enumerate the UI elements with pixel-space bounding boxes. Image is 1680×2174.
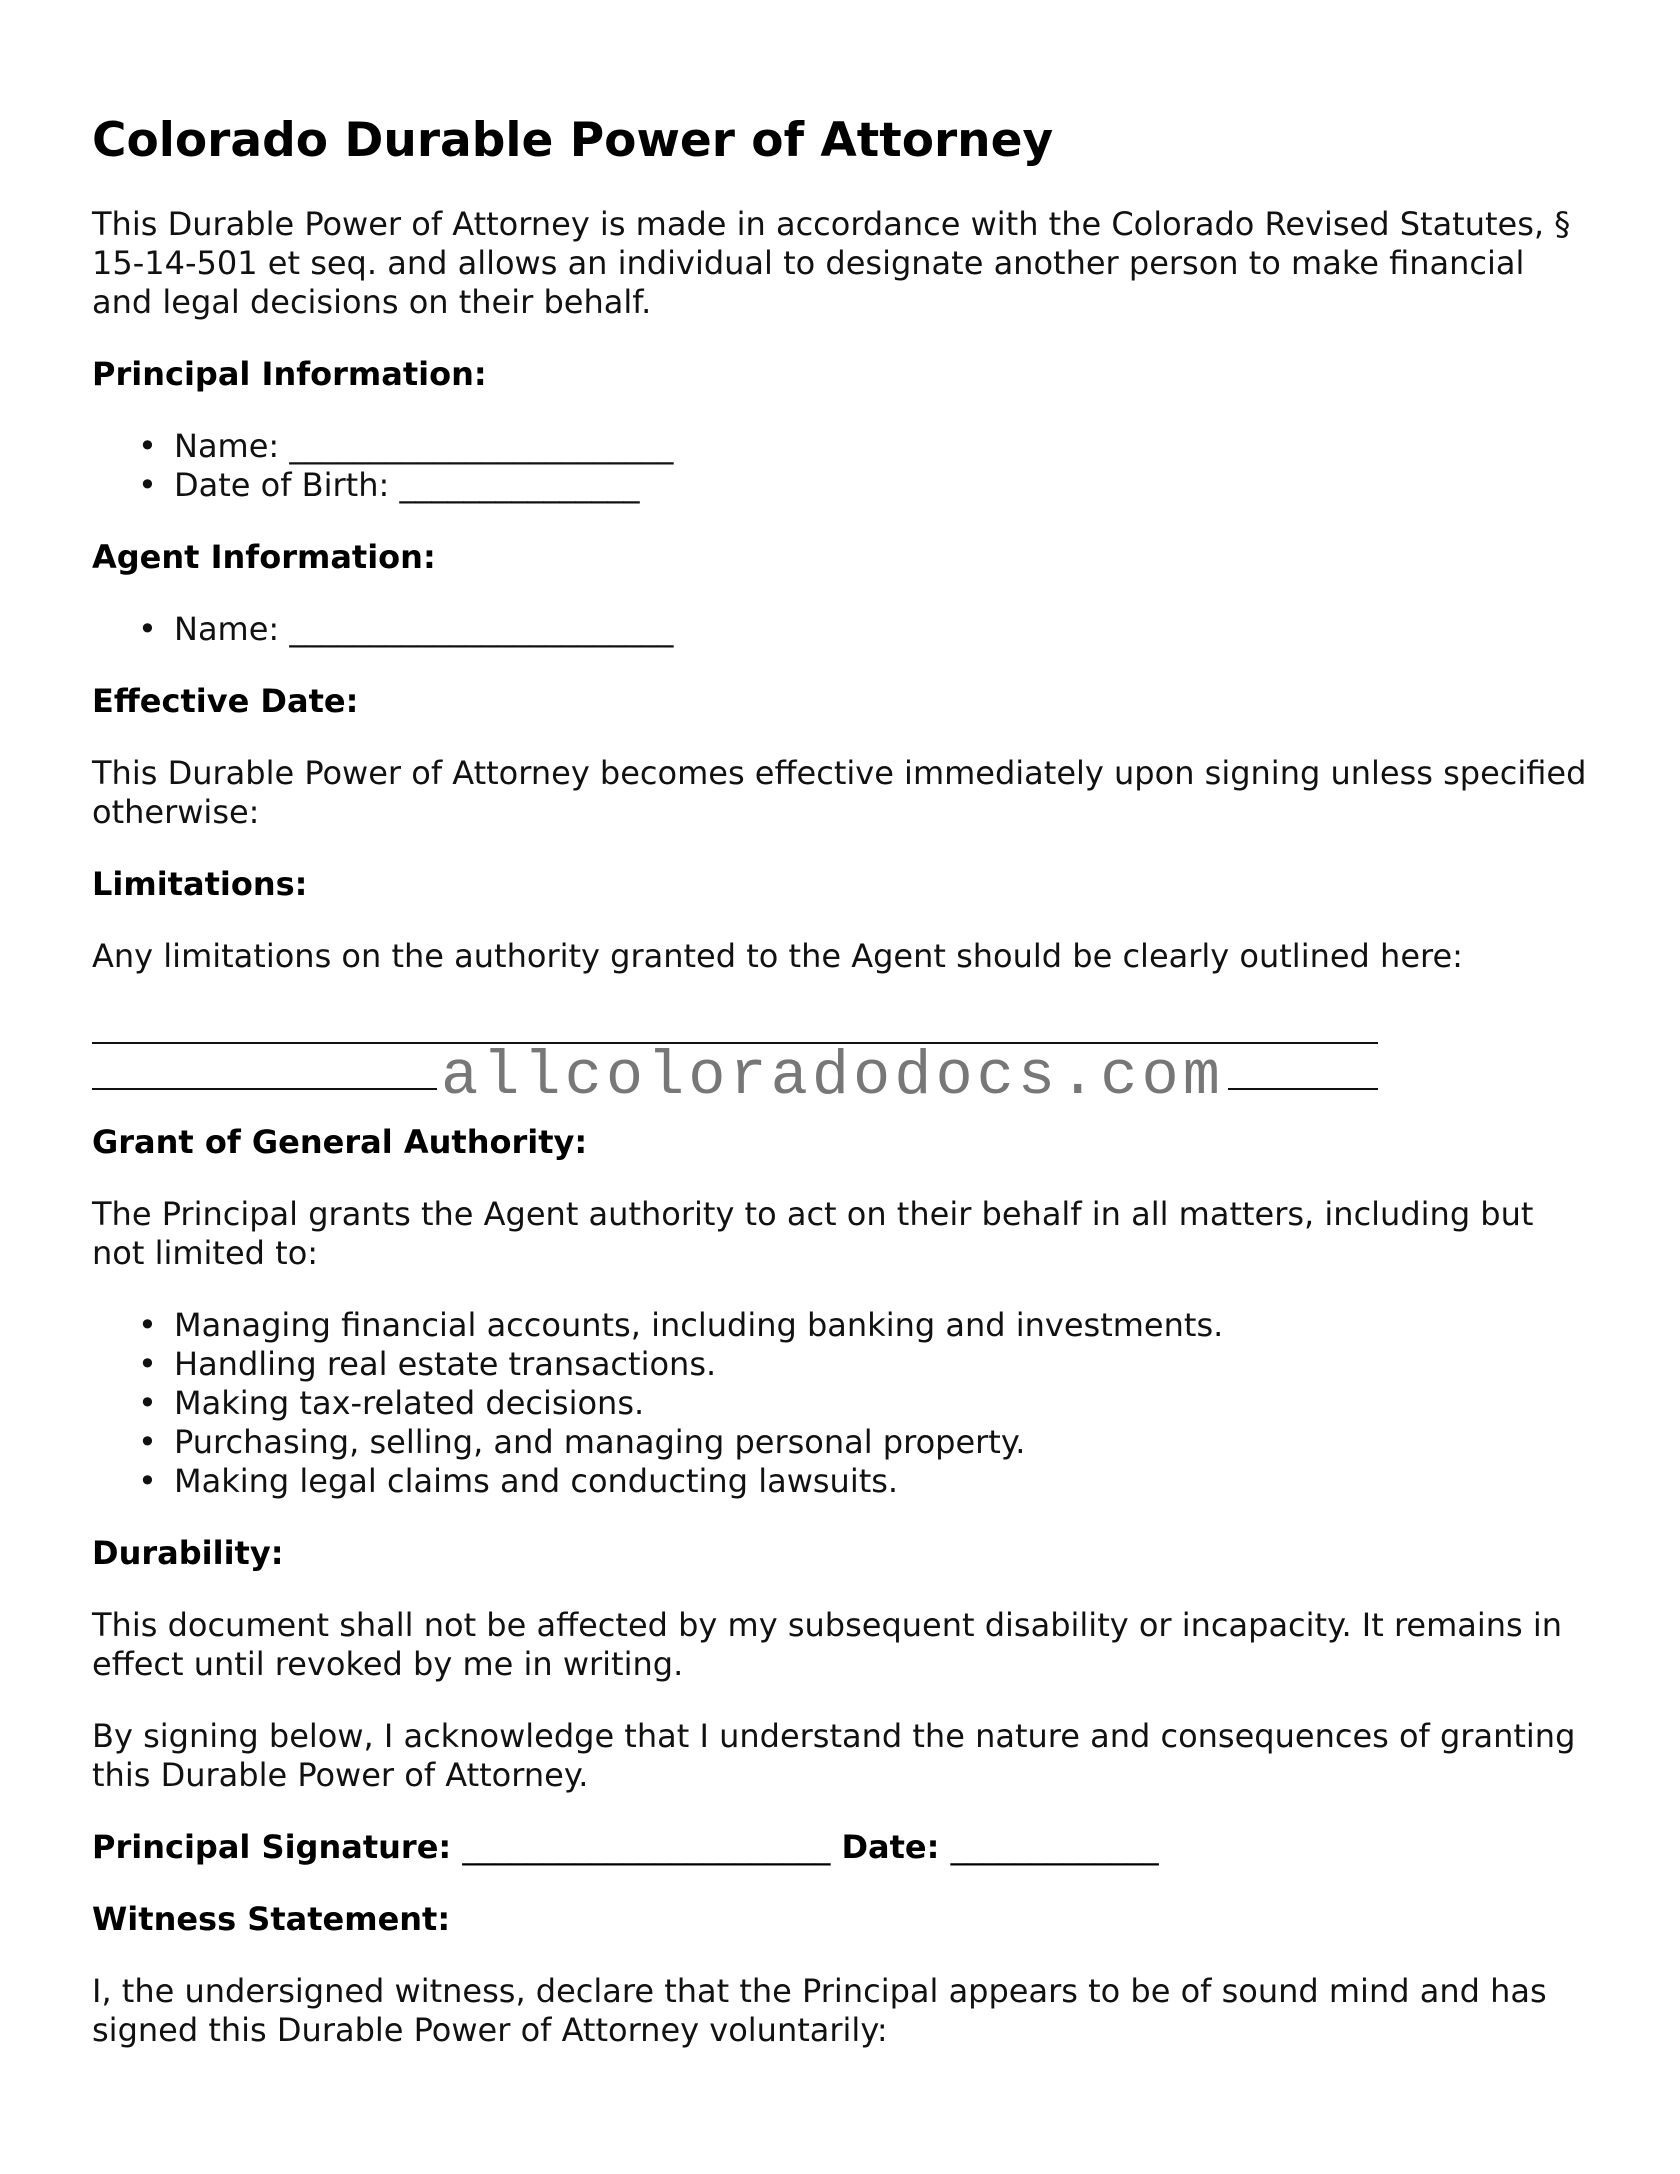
list-item: • Handling real estate transactions. xyxy=(138,1345,717,1383)
durability-text: This document shall not be affected by my subsequent disability or incapacity. It remains in effect until revoked by me in writing. xyxy=(92,1606,1563,1683)
list-item: • Purchasing, selling, and managing personal property. xyxy=(138,1423,1026,1461)
limitations-text: Any limitations on the authority granted to the Agent should be clearly outlined here: xyxy=(92,937,1463,975)
date-label: Date: xyxy=(841,1828,940,1866)
acknowledgement-text: By signing below, I acknowledge that I understand the nature and consequences of granting this Durable Power of Attorney. xyxy=(92,1717,1576,1794)
effective-date-heading: Effective Date: xyxy=(92,682,359,720)
principal-dob-field: • Date of Birth: _______________ xyxy=(138,466,640,504)
bullet-icon: • xyxy=(138,1462,157,1500)
grant-list xyxy=(92,1306,1592,1501)
grant-text: The Principal grants the Agent authority to act on their behalf in all matters, including but not limited to: xyxy=(92,1195,1534,1272)
bullet-icon: • xyxy=(138,427,157,465)
agent-info-list xyxy=(92,610,1592,649)
limitations-heading: Limitations: xyxy=(92,865,308,903)
grant-heading: Grant of General Authority: xyxy=(92,1123,588,1161)
witness-text: I, the undersigned witness, declare that the Principal appears to be of sound mind and has signed this Durable Power of Attorney voluntarily: xyxy=(92,1972,1547,2049)
principal-name-field: • Name: ________________________ xyxy=(138,427,674,465)
document-title: Colorado Durable Power of Attorney xyxy=(92,113,1054,168)
watermark: allcoloradodocs.com xyxy=(437,1044,1228,1110)
bullet-icon: • xyxy=(138,466,157,504)
bullet-icon: • xyxy=(138,610,157,648)
principal-signature-label: Principal Signature: xyxy=(92,1828,452,1866)
limitations-lines xyxy=(92,998,1382,1112)
agent-name-field: • Name: ________________________ xyxy=(138,610,674,648)
effective-date-text: This Durable Power of Attorney becomes effective immediately upon signing unless specified otherwise: xyxy=(92,754,1587,831)
signature-row xyxy=(92,1828,1592,1867)
blank-line xyxy=(92,998,1378,1044)
intro-paragraph: This Durable Power of Attorney is made in accordance with the Colorado Revised Statutes, § 15-14-501 et seq. and allows an individual to designate another person to make financial and legal decisions on their behalf. xyxy=(92,205,1571,321)
list-item: • Making tax-related decisions. xyxy=(138,1384,645,1422)
durability-heading: Durability: xyxy=(92,1534,284,1572)
bullet-icon: • xyxy=(138,1384,157,1422)
document-page xyxy=(92,112,1592,2050)
bullet-icon: • xyxy=(138,1345,157,1383)
principal-signature-line: _______________________ xyxy=(462,1828,831,1866)
principal-info-list xyxy=(92,427,1592,505)
list-item: • Making legal claims and conducting lawsuits. xyxy=(138,1462,899,1500)
bullet-icon: • xyxy=(138,1306,157,1344)
date-line: _____________ xyxy=(950,1828,1159,1866)
bullet-icon: • xyxy=(138,1423,157,1461)
witness-heading: Witness Statement: xyxy=(92,1900,451,1938)
principal-info-heading: Principal Information: xyxy=(92,355,487,393)
agent-info-heading: Agent Information: xyxy=(92,538,436,576)
list-item: • Managing financial accounts, including banking and investments. xyxy=(138,1306,1224,1344)
